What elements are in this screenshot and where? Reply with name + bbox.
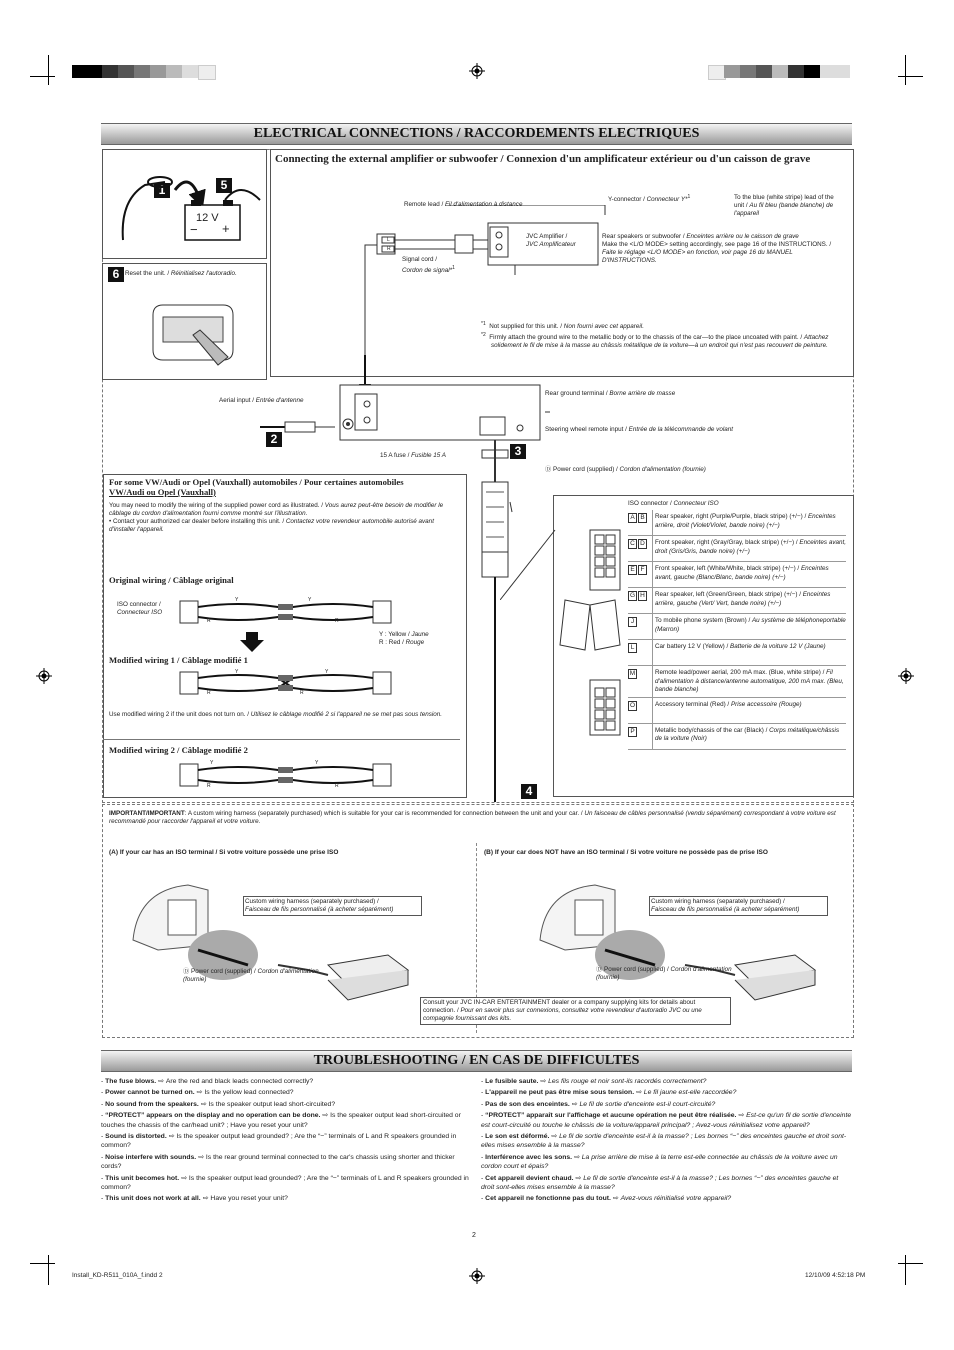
iso-pin-key: A bbox=[628, 513, 637, 523]
bullet-dash: - bbox=[101, 1112, 106, 1120]
bullet-dash: - bbox=[101, 1133, 106, 1141]
trouble-symptom: “PROTECT” apparaît sur l'affichage et aucune opération ne peut être réalisée. bbox=[485, 1112, 737, 1120]
iso-connector-title: ISO connector / Connecteur ISO bbox=[628, 500, 719, 507]
trouble-remedy: Le fil jaune est-elle raccordée? bbox=[643, 1089, 737, 1097]
trouble-symptom: Le son est déformé. bbox=[485, 1133, 550, 1141]
step-3-badge: 3 bbox=[510, 444, 526, 459]
iso-pin-desc-fr: Corps métallique/châssis de la voiture (Noir) bbox=[655, 726, 840, 742]
iso-pin-keys bbox=[628, 698, 652, 723]
iso-pin-keys bbox=[628, 510, 652, 535]
color-legend: Y : Yellow / Jaune R : Red / Rouge bbox=[379, 631, 429, 646]
bullet-dash: - bbox=[101, 1153, 106, 1161]
iso-pin-description bbox=[652, 588, 846, 613]
trouble-item bbox=[481, 1111, 853, 1130]
trouble-remedy: Have you reset your unit? bbox=[210, 1195, 288, 1203]
arrow-right-icon: ⇨ bbox=[198, 1153, 204, 1161]
trouble-item bbox=[101, 1132, 471, 1151]
trouble-item bbox=[481, 1153, 853, 1172]
iso-pin-row bbox=[628, 536, 846, 562]
iso-pin-row bbox=[628, 614, 846, 640]
iso-pin-key: D bbox=[638, 539, 647, 549]
trouble-remedy: Le fil de sortie d'enceinte est-il court-circuité? bbox=[579, 1100, 716, 1108]
section-header-troubleshooting: TROUBLESHOOTING / EN CAS DE DIFFICULTES bbox=[101, 1050, 852, 1072]
iso-pin-keys bbox=[628, 588, 652, 613]
remote-lead-label: Remote lead / Fil d'alimentation à distance bbox=[404, 201, 523, 208]
jvc-amplifier-label: JVC Amplifier / JVC Amplificateur bbox=[526, 233, 576, 248]
iso-pin-description bbox=[652, 510, 846, 535]
registration-mark-icon bbox=[469, 63, 485, 79]
trouble-symptom: L'appareil ne peut pas être mise sous tension. bbox=[485, 1089, 635, 1097]
trouble-item bbox=[101, 1194, 471, 1203]
iso-pin-key: H bbox=[638, 591, 647, 601]
original-wiring-diagram bbox=[178, 595, 393, 630]
bullet-dash: - bbox=[101, 1078, 106, 1085]
bullet-dash: - bbox=[101, 1174, 106, 1182]
iso-pin-table bbox=[628, 510, 846, 750]
trouble-symptom: Power cannot be turned on. bbox=[105, 1089, 195, 1097]
trouble-symptom: The fuse blows. bbox=[105, 1078, 157, 1085]
case-b-title: (B) If your car does NOT have an ISO terminal / Si votre voiture ne possède pas de prise ISO bbox=[484, 849, 768, 856]
iso-pin-row bbox=[628, 666, 846, 698]
trouble-symptom: “PROTECT” appears on the display and no operation can be done. bbox=[105, 1112, 321, 1120]
iso-pin-row bbox=[628, 698, 846, 724]
rear-ground-label: Rear ground terminal / Borne arrière de masse bbox=[545, 390, 676, 397]
reset-illustration bbox=[148, 295, 238, 370]
modified-wiring-1-title: Modified wiring 1 / Câblage modifié 1 bbox=[109, 655, 248, 665]
mod1-y-label: Y bbox=[235, 669, 239, 675]
case-a-power-cord-label: Ⓓ Power cord (supplied) / Cordon d'alimentation (fournie) bbox=[183, 968, 319, 983]
trouble-symptom: Cet appareil devient chaud. bbox=[485, 1174, 574, 1182]
trouble-item bbox=[481, 1194, 853, 1203]
mod1-y-label-2: Y bbox=[325, 669, 329, 675]
bullet-dash: - bbox=[481, 1100, 486, 1108]
iso-pin-key: L bbox=[628, 643, 637, 653]
bullet-dash: - bbox=[481, 1174, 486, 1182]
trouble-symptom: Noise interfere with sounds. bbox=[105, 1153, 197, 1161]
iso-pin-desc-fr: Fil d'alimentation à distance/antenne automatique, 200 mA max. (Bleu, bande blanche) bbox=[655, 669, 844, 693]
iso-pin-description bbox=[652, 724, 846, 749]
vw-title: For some VW/Audi or Opel (Vauxhall) automobiles / Pour certaines automobiles VW/Audi ou Opel (Vauxhall) bbox=[109, 477, 404, 497]
amplifier-footnotes: $^{*1}$ Not supplied for this unit. / Non fourni avec cet appareil. $^{*2}$ Firmly attach the ground wire to the metallic body or to the chassis of the car—to the place uncoated with paint. / Attachez solidement le fil de mise à la masse au châssis métallique de la voiture—à un endroit qui n'est pas recouvert de peinture. bbox=[481, 321, 829, 350]
trouble-remedy: Is the speaker output lead short-circuited? bbox=[208, 1100, 336, 1108]
trouble-symptom: No sound from the speakers. bbox=[105, 1100, 199, 1108]
registration-mark-icon bbox=[898, 668, 914, 684]
iso-pin-key: G bbox=[629, 592, 636, 599]
step-1-badge: 1 bbox=[154, 183, 170, 198]
iso-pin-key: F bbox=[638, 565, 647, 575]
battery-plus-icon: + bbox=[222, 221, 230, 236]
mod2-r-label-2: R bbox=[335, 783, 339, 789]
arrow-right-icon: ⇨ bbox=[202, 1195, 209, 1203]
step-4-badge: 4 bbox=[521, 784, 537, 799]
bullet-dash: - bbox=[101, 1195, 106, 1203]
trouble-remedy: Is the speaker output lead grounded? ; Are the “−” terminals of L and R speakers grounded in common? bbox=[101, 1133, 457, 1150]
trouble-symptom: Interférence avec les sons. bbox=[485, 1153, 573, 1161]
arrow-down-icon bbox=[240, 632, 264, 652]
case-b-power-cord-label: Ⓓ Power cord (supplied) / Cordon d'alimentation (fournie) bbox=[596, 966, 732, 981]
iso-pin-desc-en: Car battery 12 V (Yellow) / bbox=[655, 643, 731, 650]
reset-caption: Reset the unit. / Réinitialisez l'autoradio. bbox=[125, 270, 237, 277]
trouble-symptom: Sound is distorted. bbox=[105, 1133, 167, 1141]
iso-pin-desc-fr: Enceintes avant, gauche (Blanc/Blanc, bande noire) (+/−) bbox=[655, 565, 829, 581]
trouble-item bbox=[101, 1153, 471, 1172]
bullet-dash: - bbox=[481, 1153, 486, 1161]
trouble-remedy: Les fils rouge et noir sont-ils racordés correctement? bbox=[548, 1078, 707, 1085]
iso-pin-description bbox=[652, 614, 846, 639]
iso-pin-key: O bbox=[629, 701, 636, 709]
orig-r-label-1: R bbox=[207, 618, 211, 624]
trouble-remedy: Are the red and black leads connected correctly? bbox=[165, 1078, 314, 1085]
modified-wiring-2-title: Modified wiring 2 / Câblage modifié 2 bbox=[109, 745, 248, 755]
arrow-right-icon: ⇨ bbox=[636, 1089, 642, 1097]
aerial-input-label: Aerial input / Entrée d'antenne bbox=[219, 397, 304, 404]
trouble-remedy: Le fil de sortie d'enceinte est-il à la masse? ; Les bornes “−” des enceintes gauche et droit sont-elles mises ensemble à la masse? bbox=[481, 1174, 839, 1192]
bullet-dash: - bbox=[481, 1089, 486, 1097]
section-header-electrical: ELECTRICAL CONNECTIONS / RACCORDEMENTS ELECTRIQUES bbox=[101, 123, 852, 145]
iso-pin-description bbox=[652, 640, 846, 665]
arrow-right-icon: ⇨ bbox=[574, 1153, 580, 1161]
battery-illustration bbox=[115, 160, 265, 255]
iso-pin-row bbox=[628, 724, 846, 750]
trouble-symptom: Cet appareil ne fonctionne pas du tout. bbox=[485, 1195, 611, 1203]
arrow-right-icon: ⇨ bbox=[571, 1100, 578, 1108]
footer-date: 12/10/09 4:52:18 PM bbox=[805, 1272, 866, 1279]
orig-r-label-2: R bbox=[335, 618, 339, 624]
signal-l-label: L bbox=[387, 237, 390, 243]
trouble-item bbox=[481, 1132, 853, 1151]
battery-voltage-label: 12 V bbox=[196, 212, 219, 224]
case-a-title: (A) If your car has an ISO terminal / Si votre voiture possède une prise ISO bbox=[109, 849, 339, 856]
trouble-item bbox=[101, 1077, 471, 1086]
case-b-illustration bbox=[535, 870, 835, 1010]
iso-pin-desc-fr: Enceintes arrière, gauche (Vert/ Vert, bande noire) (+/−) bbox=[655, 591, 831, 607]
signal-r-label: R bbox=[387, 246, 391, 252]
use-modified-note: Use modified wiring 2 if the unit does not turn on. / Utilisez le câblage modifié 2 si l'appareil ne se met pas sous tension. bbox=[109, 711, 443, 718]
iso-pin-key: C bbox=[628, 539, 637, 549]
mod1-r-label-2: R bbox=[300, 690, 304, 696]
arrow-right-icon: ⇨ bbox=[540, 1078, 547, 1085]
iso-pin-keys bbox=[628, 724, 652, 749]
iso-pin-keys bbox=[628, 614, 652, 639]
trouble-symptom: This unit does not work at all. bbox=[105, 1195, 201, 1203]
iso-pin-key: P bbox=[628, 727, 637, 737]
arrow-right-icon: ⇨ bbox=[168, 1133, 175, 1141]
iso-pin-keys bbox=[628, 536, 652, 561]
arrow-right-icon: ⇨ bbox=[181, 1174, 187, 1182]
iso-callout-line bbox=[500, 520, 560, 600]
iso-pin-desc-en: Front speaker, left (White/White, black stripe) (+/−) / bbox=[655, 565, 801, 572]
arrow-right-icon: ⇨ bbox=[158, 1078, 164, 1085]
step-2-badge: 2 bbox=[266, 432, 282, 447]
trouble-item bbox=[481, 1100, 853, 1109]
trouble-item bbox=[101, 1100, 471, 1109]
mod2-y-label: Y bbox=[210, 760, 214, 766]
iso-pin-desc-en: Remote lead/power aerial, 200 mA max. (Blue, white stripe) / bbox=[655, 669, 827, 676]
trouble-item bbox=[481, 1174, 853, 1193]
arrow-right-icon: ⇨ bbox=[612, 1195, 619, 1203]
mod2-y-label-2: Y bbox=[315, 760, 319, 766]
signal-cord-label: Signal cord / Cordon de signal*$^1$ bbox=[402, 256, 455, 275]
iso-pin-key: E bbox=[628, 565, 637, 575]
iso-pin-desc-fr: Prise accessoire (Rouge) bbox=[730, 700, 802, 708]
iso-pin-key: M bbox=[629, 670, 636, 677]
trouble-item bbox=[101, 1088, 471, 1097]
bullet-dash: - bbox=[481, 1195, 486, 1203]
troubleshooting-list-fr bbox=[481, 1077, 853, 1206]
trouble-remedy: Is the speaker output lead grounded? ; Are the “−” terminals of L and R speakers grounded in common? bbox=[101, 1174, 469, 1192]
iso-pin-keys bbox=[628, 562, 652, 587]
bullet-dash: - bbox=[481, 1078, 486, 1085]
consult-dealer-note: Consult your JVC IN-CAR ENTERTAINMENT dealer or a company supplying kits for details about connection. / Pour en savoir plus sur connexions, consultez votre revendeur d'autoradio JVC ou une compagnie fournissant des kits. bbox=[420, 997, 731, 1025]
amplifier-title: Connecting the external amplifier or subwoofer / Connexion d'un amplificateur extérieur ou d'un caisson de grave bbox=[275, 153, 811, 165]
blue-lead-label: To the blue (white stripe) lead of the unit / Au fil bleu (bande blanche) de l'appareil bbox=[734, 194, 834, 217]
y-connector-label: Y-connector / Connecteur Y*$^1$ bbox=[608, 194, 691, 204]
arrow-right-icon: ⇨ bbox=[575, 1174, 582, 1182]
iso-pin-description bbox=[652, 562, 846, 587]
iso-pin-description bbox=[652, 536, 846, 561]
trouble-remedy: La prise arrière de mise à la terre est-elle connectée au châssis de la voiture avec un cordon court et épais? bbox=[481, 1153, 838, 1171]
troubleshooting-list-en bbox=[101, 1077, 471, 1206]
original-wiring-title: Original wiring / Câblage original bbox=[109, 575, 234, 585]
iso-pin-row bbox=[628, 562, 846, 588]
footer-file: Install_KD-R511_010A_f.indd 2 bbox=[72, 1272, 163, 1279]
trouble-remedy: Avez-vous réinitialisé votre appareil? bbox=[620, 1195, 732, 1203]
iso-pin-description bbox=[652, 698, 846, 723]
arrow-right-icon: ⇨ bbox=[738, 1112, 745, 1120]
iso-pin-row bbox=[628, 640, 846, 666]
registration-mark-icon bbox=[469, 1268, 485, 1284]
bullet-dash: - bbox=[481, 1133, 486, 1141]
iso-pin-desc-en: Rear speaker, right (Purple/Purple, black stripe) (+/−) / bbox=[655, 513, 808, 520]
power-cord-label: Ⓓ Power cord (supplied) / Cordon d'alimentation (fournie) bbox=[545, 466, 706, 473]
iso-pin-key: J bbox=[628, 617, 637, 627]
iso-pin-keys bbox=[628, 640, 652, 665]
arrow-right-icon: ⇨ bbox=[200, 1100, 207, 1108]
amplifier-wiring-diagram bbox=[355, 205, 615, 385]
rear-speakers-note: Rear speakers or subwoofer / Enceintes arrière ou le caisson de grave Make the <L/O MODE> setting accordingly, see page 16 of the INSTRUCTIONS. / Faite le réglage <L/O MODE> en fonction, voir page 16 du MANUEL D'INSTRUCTIONS. bbox=[602, 233, 832, 264]
page-number: 2 bbox=[472, 1232, 476, 1239]
iso-pin-description bbox=[652, 666, 846, 697]
trouble-remedy: Est-ce qu'un fil de sortie d'enceinte est court-circuité ou touche le châssis de la voiture/appareil principal? ; Avez-vous réinitialisez votre appareil? bbox=[481, 1112, 852, 1129]
iso-pin-desc-en: Accessory terminal (Red) / bbox=[655, 700, 731, 708]
iso-pin-row bbox=[628, 510, 846, 536]
trouble-symptom: Le fusible saute. bbox=[485, 1078, 539, 1085]
iso-pin-desc-en: Metallic body/chassis of the car (Black) / bbox=[655, 726, 770, 734]
arrow-right-icon: ⇨ bbox=[322, 1112, 329, 1120]
trouble-remedy: Is the speaker output lead short-circuited or touches the chassis of the car/head unit? ; Have you reset your unit? bbox=[101, 1112, 461, 1129]
iso-pin-desc-fr: Batterie de la voiture 12 V (Jaune) bbox=[730, 643, 826, 650]
trouble-remedy: Is the yellow lead connected? bbox=[204, 1089, 294, 1097]
trouble-item bbox=[101, 1111, 471, 1130]
trouble-remedy: Is the rear ground terminal connected to the car's chassis using shorter and thicker cords? bbox=[101, 1153, 455, 1171]
fuse-label: 15 A fuse / Fusible 15 A bbox=[380, 452, 446, 459]
trouble-remedy: Le fil de sortie d'enceinte est-il à la masse? ; Les bornes “−” des enceintes gauche et droit sont-elles mises ensemble à la masse? bbox=[481, 1133, 847, 1150]
iso-pin-desc-fr: Enceintes avant, droit (Gris/Gris, bande noire) (+/−) bbox=[655, 539, 846, 555]
vw-iso-connector-label: ISO connector / Connecteur ISO bbox=[117, 601, 163, 616]
iso-pin-desc-en: To mobile phone system (Brown) / bbox=[655, 617, 752, 624]
iso-pin-row bbox=[628, 588, 846, 614]
trouble-symptom: Pas de son des enceintes. bbox=[485, 1100, 570, 1108]
orig-y-label-1: Y bbox=[235, 597, 239, 603]
iso-pin-key: B bbox=[638, 513, 647, 523]
bullet-dash: - bbox=[101, 1100, 106, 1108]
vw-divider bbox=[103, 739, 460, 740]
battery-minus-icon: − bbox=[190, 222, 198, 237]
bullet-dash: - bbox=[101, 1089, 106, 1097]
iso-pin-desc-en: Front speaker, right (Gray/Gray, black stripe) (+/−) / bbox=[655, 539, 800, 546]
trouble-item bbox=[481, 1077, 853, 1086]
arrow-right-icon: ⇨ bbox=[551, 1133, 558, 1141]
iso-connector-drawing bbox=[555, 520, 627, 740]
iso-pin-desc-fr: Au système de téléphoneportable (Marron) bbox=[655, 617, 846, 633]
orig-y-label-2: Y bbox=[308, 597, 312, 603]
step-5-badge: 5 bbox=[216, 178, 232, 193]
trouble-item bbox=[101, 1174, 471, 1193]
mod2-r-label: R bbox=[207, 783, 211, 789]
bullet-dash: - bbox=[481, 1112, 486, 1120]
case-b-harness-label: Custom wiring harness (separately purchased) / Faisceau de fils personnalisé (à acheter séparément) bbox=[649, 896, 828, 916]
trouble-symptom: This unit becomes hot. bbox=[105, 1174, 180, 1182]
arrow-right-icon: ⇨ bbox=[196, 1089, 203, 1097]
mod1-r-label: R bbox=[207, 690, 211, 696]
iso-pin-keys bbox=[628, 666, 652, 697]
steering-remote-label: Steering wheel remote input / Entrée de la télécommande de volant bbox=[545, 426, 733, 433]
iso-pin-desc-en: Rear speaker, left (Green/Green, black stripe) (+/−) / bbox=[655, 591, 803, 598]
case-a-harness-label: Custom wiring harness (separately purchased) / Faisceau de fils personnalisé (à acheter séparément) bbox=[243, 896, 422, 916]
step-6-badge: 6 bbox=[108, 267, 124, 282]
important-note: IMPORTANT/IMPORTANT: A custom wiring harness (separately purchased) which is suitable for your car is recommended for connection between the unit and your car. / Un faisceau de câbles personnalisé (vendu séparément) correspondant à votre voiture est recommandé pour raccorder l'appareil et votre voiture. bbox=[109, 810, 836, 825]
vw-body: You may need to modify the wiring of the supplied power cord as illustrated. / Vous aurez peut-être besoin de modifier le câblage du cordon d'alimentation fourni comme montré sur l'illustration. • Contact your authorized car dealer before installing this unit. / Contactez votre revendeur automobile autorisé avant d'installer l'appareil. bbox=[109, 502, 444, 533]
trouble-item bbox=[481, 1088, 853, 1097]
registration-mark-icon bbox=[36, 668, 52, 684]
case-a-illustration bbox=[128, 870, 428, 1010]
iso-pin-desc-fr: Enceintes arrière, droit (Violet/Violet, bande noire) (+/−) bbox=[655, 513, 836, 529]
